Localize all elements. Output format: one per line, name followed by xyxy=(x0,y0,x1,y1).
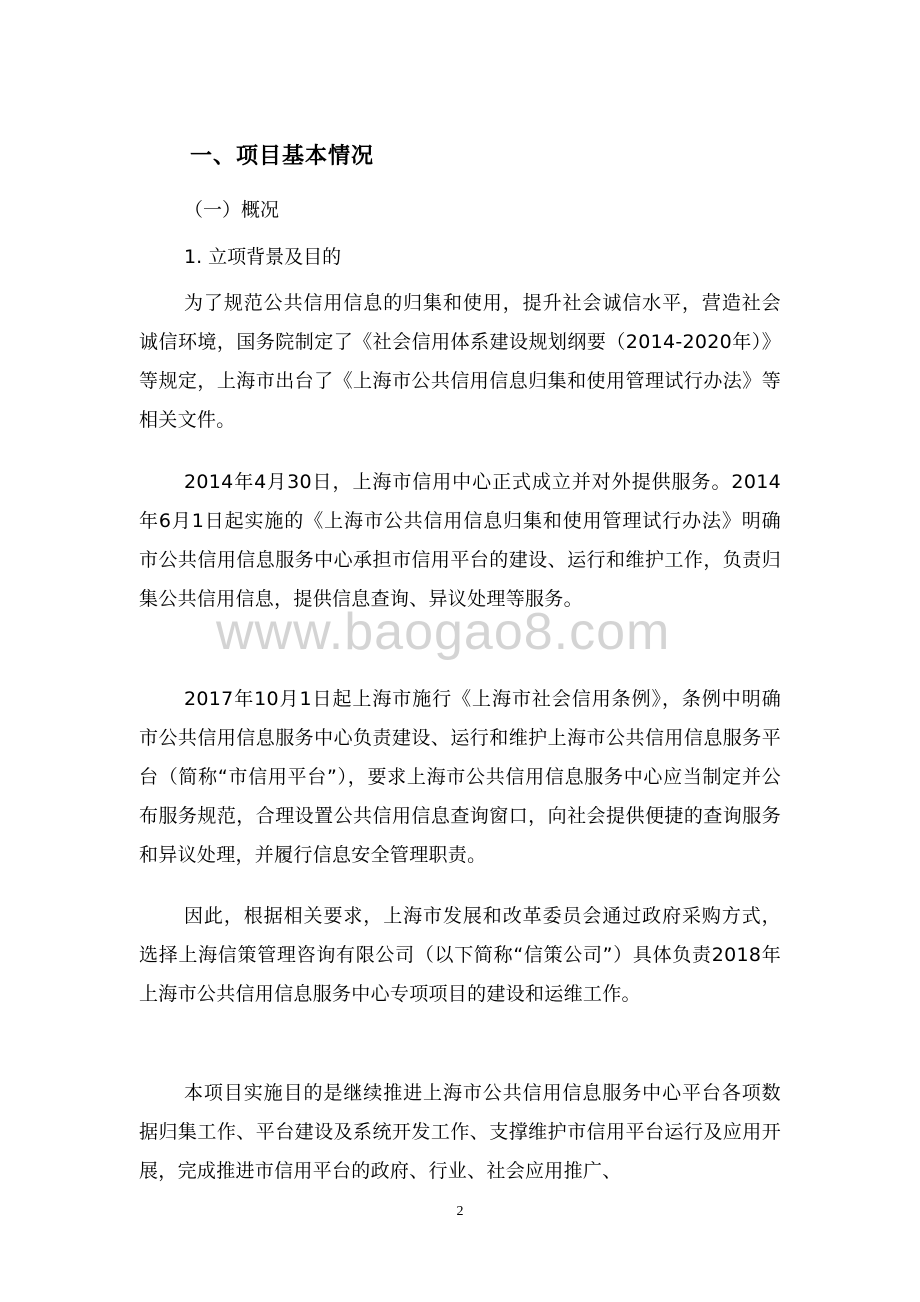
paragraph-background: 为了规范公共信用信息的归集和使用，提升社会诚信水平，营造社会诚信环境，国务院制定了《社会信用体系建设规划纲要（2014-2020年）》等规定，上海市出台了《上海市公共信用信息归集和使用管理试行办法》等相关文件。 xyxy=(139,292,781,431)
paragraph-procurement: 因此，根据相关要求，上海市发展和改革委员会通过政府采购方式，选择上海信策管理咨询有限公司（以下简称“信策公司”）具体负责2018年上海市公共信用信息服务中心专项项目的建设和运维工作。 xyxy=(139,905,781,1005)
subsection-heading: （一）概况 xyxy=(184,199,280,221)
paragraph-2017-regulation: 2017年10月1日起上海市施行《上海市社会信用条例》，条例中明确市公共信用信息服务中心负责建设、运行和维护上海市公共信用信息服务平台（简称“市信用平台”），要求上海市公共信用信息服务中心应当制定并公布服务规范，合理设置公共信用信息查询窗口，向社会提供便捷的查询服务和异议处理，并履行信息安全管理职责。 xyxy=(139,688,781,866)
paragraph-2014-founding: 2014年4月30日，上海市信用中心正式成立并对外提供服务。2014年6月1日起实施的《上海市公共信用信息归集和使用管理试行办法》明确市公共信用信息服务中心承担市信用平台的建设、运行和维护工作，负责归集公共信用信息，提供信息查询、异议处理等服务。 xyxy=(139,471,781,610)
section-heading: 一、项目基本情况 xyxy=(190,144,375,169)
watermark: www.baogao8.com xyxy=(216,603,671,661)
subsubsection-heading: 1. 立项背景及目的 xyxy=(184,246,342,268)
page-number: 2 xyxy=(456,1204,464,1219)
paragraph-project-purpose: 本项目实施目的是继续推进上海市公共信用信息服务中心平台各项数据归集工作、平台建设及系统开发工作、支撑维护市信用平台运行及应用开展，完成推进市信用平台的政府、行业、社会应用推广、 xyxy=(139,1082,781,1182)
